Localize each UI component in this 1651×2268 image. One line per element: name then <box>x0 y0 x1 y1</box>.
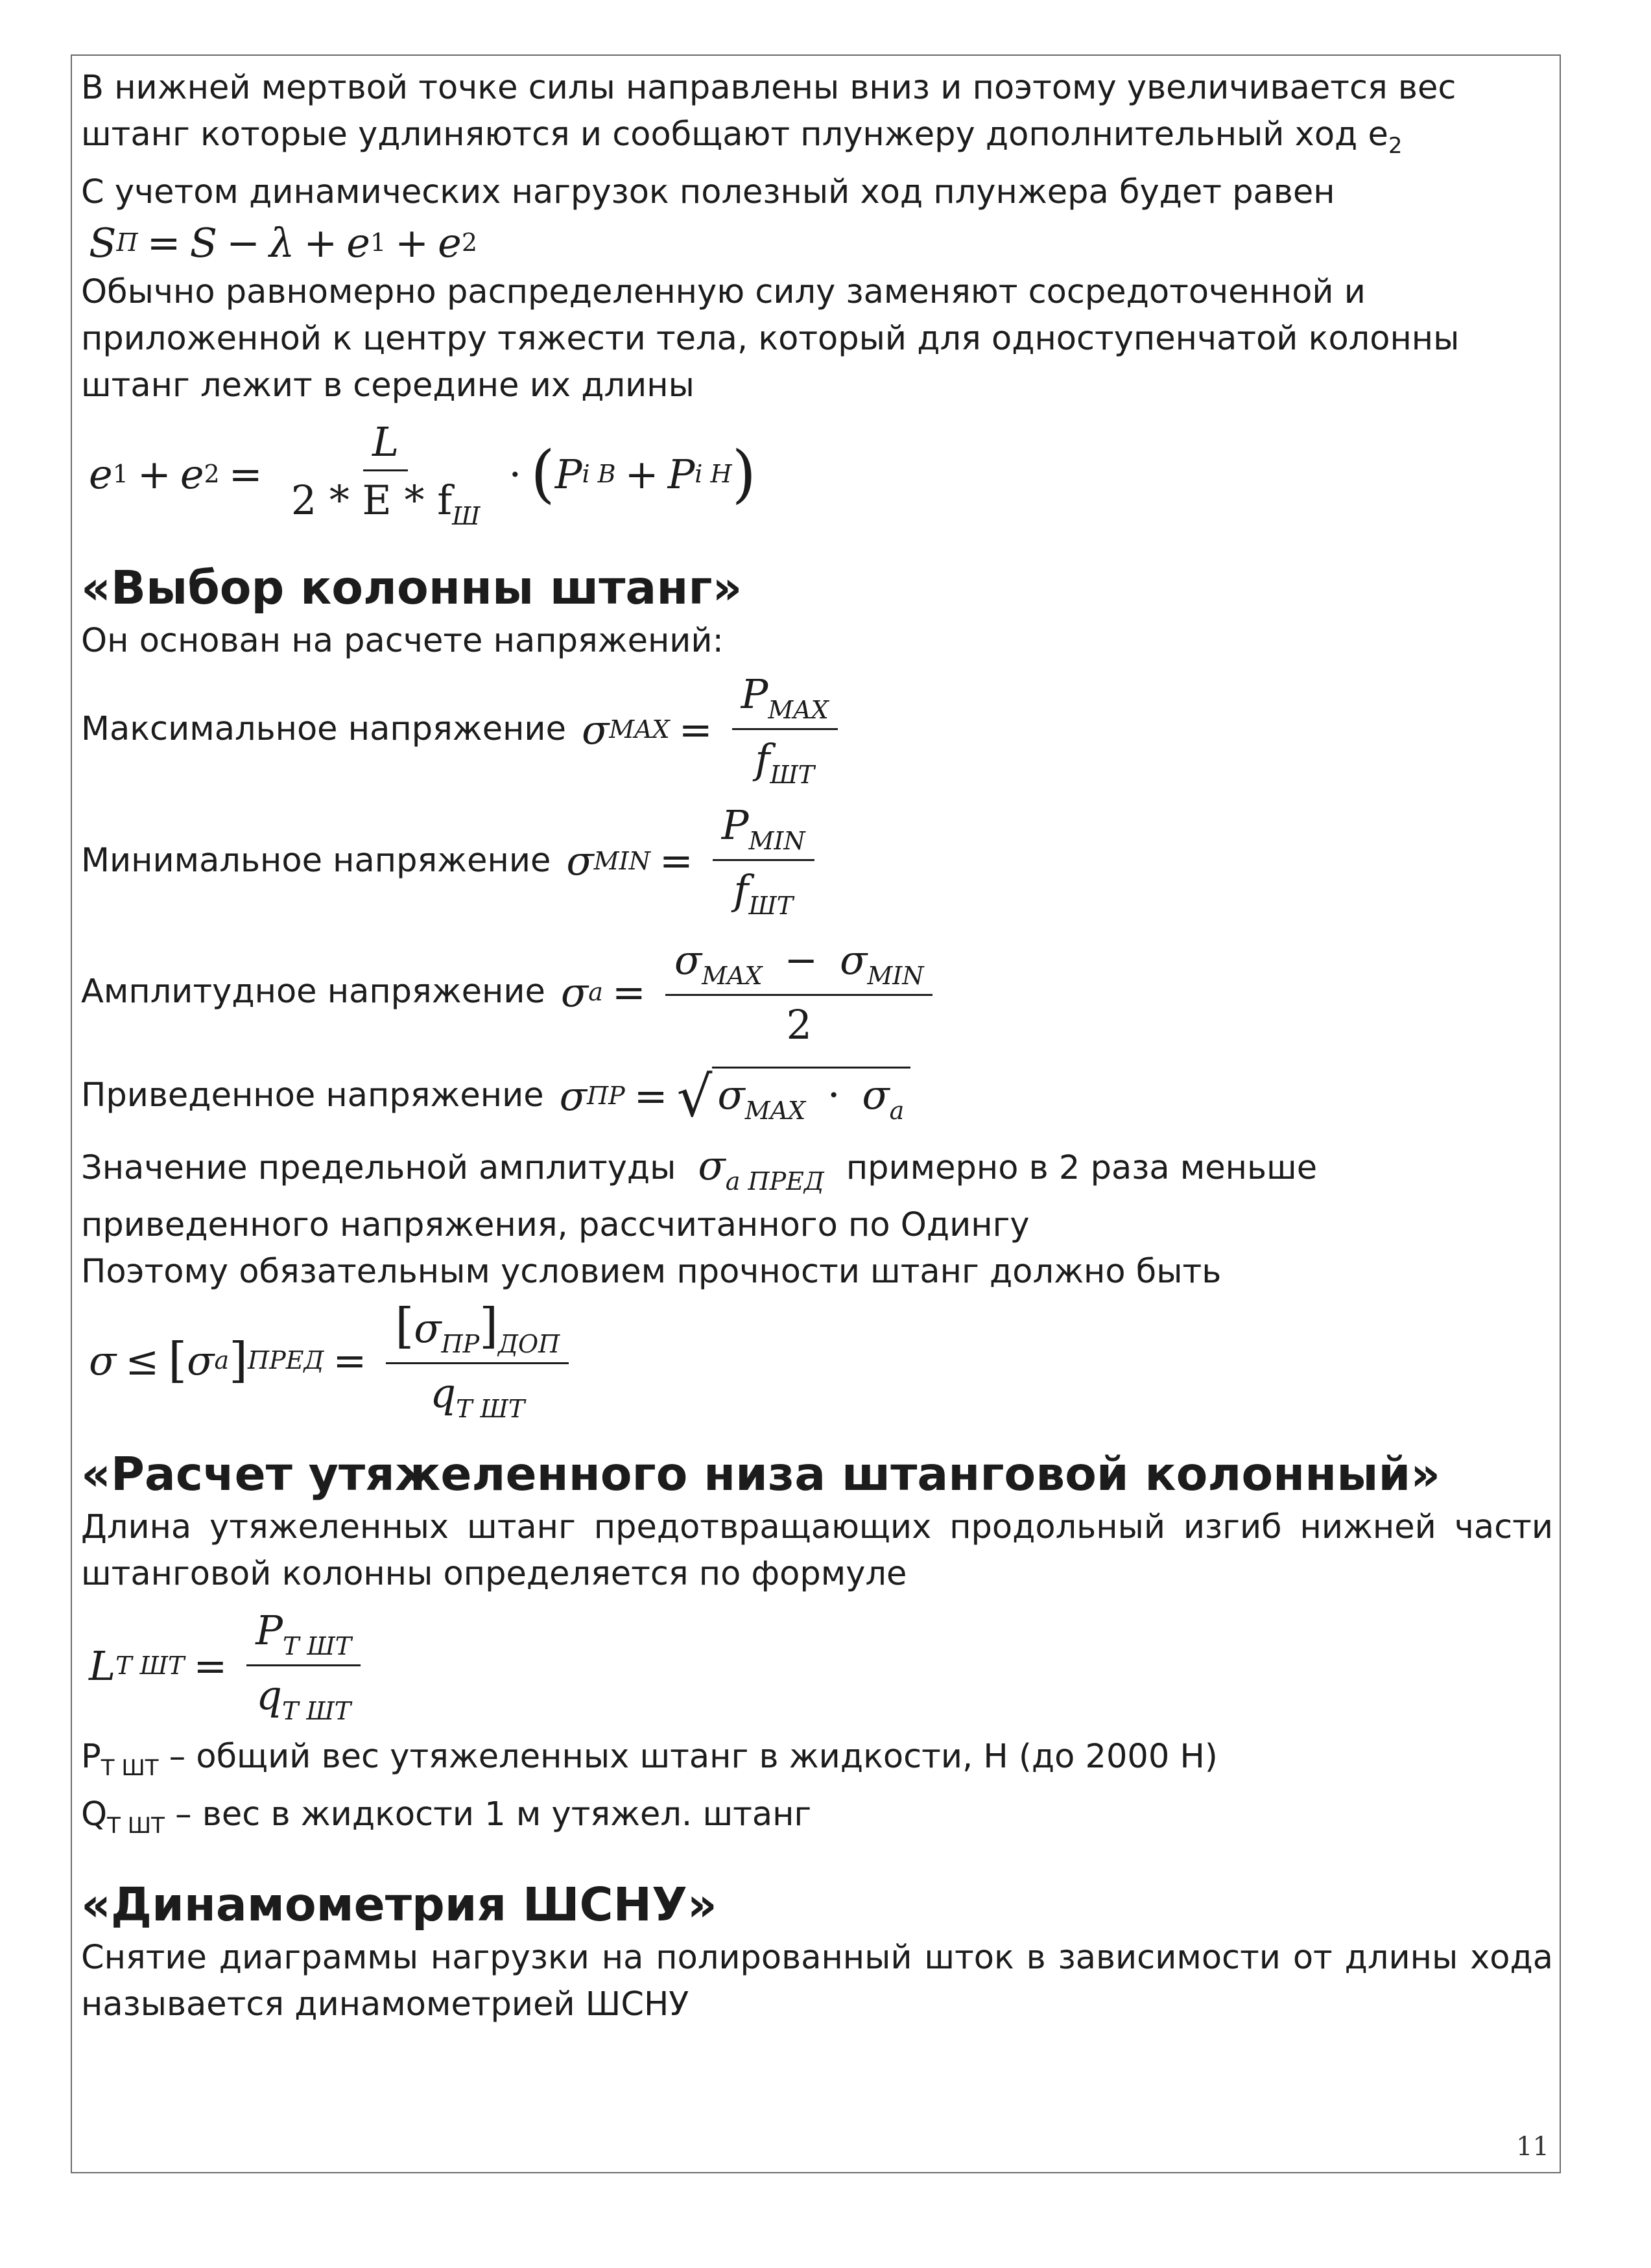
text-fragment: Значение предельной амплитуды <box>81 1149 676 1187</box>
math-subscript: Т ШТ <box>282 1631 352 1660</box>
math-expression <box>566 801 824 920</box>
formula-label: Приведенное напряжение <box>81 1076 544 1115</box>
math-symbol: σ <box>862 1071 890 1118</box>
bracket-open: [ <box>168 1332 187 1388</box>
math-symbol: σ <box>559 1072 587 1120</box>
bracket-close: ] <box>479 1297 499 1354</box>
math-subscript: ПРЕД <box>248 1346 324 1375</box>
math-subscript: 1 <box>112 460 128 488</box>
section-heading: «Расчет утяжеленного низа штанговой колонный» <box>81 1447 1441 1501</box>
math-symbol: f <box>755 735 770 783</box>
fraction <box>713 801 814 920</box>
text-line: С учетом динамических нагрузок полезный ход плунжера будет равен <box>81 173 1335 211</box>
math-symbol: σ <box>187 1336 215 1384</box>
radicand <box>712 1067 910 1125</box>
formula-useful-stroke <box>81 216 1553 269</box>
math-subscript: Т ШТ <box>281 1696 351 1725</box>
math-symbol: e <box>180 450 204 498</box>
math-expression <box>561 936 944 1048</box>
math-symbol: σ <box>414 1304 442 1352</box>
math-operator: · <box>827 1071 840 1118</box>
math-symbol: λ <box>269 219 295 266</box>
text-line: приложенной к центру тяжести тела, который для одноступенчатой колонны <box>81 320 1460 358</box>
math-operator: = <box>228 450 263 498</box>
fraction <box>282 418 490 530</box>
math-symbol: S <box>89 219 117 266</box>
text-line: Он основан на расчете напряжений: <box>81 622 724 660</box>
math-symbol: 2 * E * f <box>291 476 453 524</box>
formula-weighted-rods-length <box>81 1598 1553 1734</box>
formula-reduced-stress <box>81 1057 1553 1135</box>
square-root <box>676 1065 911 1129</box>
math-operator: + <box>624 450 659 498</box>
math-symbol: q <box>256 1671 282 1719</box>
math-symbol: S <box>189 219 218 266</box>
math-symbol: P <box>255 1606 283 1654</box>
text-fragment: P <box>81 1738 101 1776</box>
text-fragment: штанг которые удлиняются и сообщают плунжеру дополнительный ход е <box>81 115 1388 154</box>
math-symbol: q <box>430 1369 457 1417</box>
math-subscript: 2 <box>461 228 477 257</box>
formula-amplitude-stress <box>81 927 1553 1057</box>
text-line: Поэтому обязательным условием прочности штанг должно быть <box>81 1253 1222 1291</box>
math-symbol: σ <box>698 1141 726 1189</box>
subscript: Т ШТ <box>101 1755 159 1781</box>
numerator <box>713 801 814 861</box>
math-subscript: MIN <box>748 827 805 855</box>
numerator <box>732 670 838 730</box>
math-subscript: 1 <box>370 228 386 257</box>
math-subscript: i H <box>695 460 732 488</box>
math-operator: = <box>634 1072 668 1120</box>
fraction <box>732 670 838 789</box>
text-line: Обычно равномерно распределенную силу заменяют сосредоточенной и <box>81 273 1366 311</box>
fraction <box>246 1607 361 1725</box>
definition-line <box>81 1791 1553 1849</box>
math-subscript: a <box>889 1096 905 1125</box>
denominator <box>247 1666 360 1725</box>
math-subscript: MAX <box>609 715 670 744</box>
math-subscript: Т ШТ <box>115 1651 185 1680</box>
math-subscript: ШТ <box>770 760 815 789</box>
denominator <box>724 861 802 920</box>
numerator <box>386 1298 569 1364</box>
math-expression <box>698 1142 824 1196</box>
math-subscript: a <box>214 1346 230 1375</box>
text-line: Длина утяжеленных штанг предотвращающих продольный изгиб нижней части <box>81 1508 1553 1546</box>
text-fragment: примерно в 2 раза меньше <box>846 1149 1318 1187</box>
math-operator: ≤ <box>125 1336 160 1384</box>
math-symbol: σ <box>839 936 868 984</box>
math-subscript: ДОП <box>498 1329 560 1358</box>
formula-max-stress <box>81 665 1553 794</box>
math-operator: = <box>333 1336 367 1384</box>
math-symbol: σ <box>560 968 589 1016</box>
text-line <box>81 1135 1553 1202</box>
math-subscript: Ш <box>452 501 481 530</box>
denominator <box>421 1364 534 1423</box>
text-line: приведенного напряжения, рассчитанного по Одингу <box>81 1206 1030 1244</box>
math-symbol: σ <box>581 705 610 753</box>
math-symbol: σ <box>717 1071 745 1118</box>
math-operator: = <box>659 837 693 884</box>
math-symbol: P <box>741 670 768 718</box>
math-operator: − <box>784 936 818 984</box>
math-subscript: ПР <box>441 1329 480 1358</box>
denominator <box>746 730 824 789</box>
paren-close: ) <box>731 438 757 510</box>
math-subscript: MAX <box>702 961 763 990</box>
math-symbol: σ <box>674 936 702 984</box>
math-operator: = <box>612 968 646 1016</box>
math-symbol: 2 <box>786 1000 812 1048</box>
text-fragment: – вес в жидкости 1 м утяжел. штанг <box>164 1795 812 1834</box>
subscript: Т ШТ <box>107 1813 165 1839</box>
math-operator: − <box>226 219 261 266</box>
math-expression <box>559 1065 911 1129</box>
math-operator: · <box>508 450 522 498</box>
math-symbol: σ <box>89 1336 117 1384</box>
formula-label: Амплитудное напряжение <box>81 973 545 1011</box>
math-subscript: 2 <box>204 460 220 488</box>
math-symbol: P <box>721 801 749 849</box>
math-operator: + <box>303 219 338 266</box>
math-subscript: i B <box>582 460 616 488</box>
text-fragment: – общий вес утяжеленных штанг в жидкости, Н (до 2000 Н) <box>158 1738 1218 1776</box>
math-symbol: e <box>89 450 113 498</box>
math-subscript: П <box>116 228 138 257</box>
text-line <box>81 112 1553 169</box>
page-content <box>81 65 1553 2028</box>
math-symbol: L <box>372 418 399 466</box>
formula-label: Максимальное напряжение <box>81 710 566 748</box>
fraction <box>665 936 933 1048</box>
text-line: штанг лежит в середине их длины <box>81 366 695 405</box>
math-subscript: a <box>588 978 603 1006</box>
math-subscript: MIN <box>593 846 650 875</box>
text-line: Снятие диаграммы нагрузки на полированный шток в зависимости от длины хода <box>81 1939 1553 1977</box>
subscript: 2 <box>1388 133 1403 159</box>
math-symbol: L <box>89 1642 116 1690</box>
section-heading: «Динамометрия ШСНУ» <box>81 1878 717 1931</box>
math-symbol: e <box>438 219 462 266</box>
formula-min-stress <box>81 794 1553 927</box>
math-symbol: P <box>554 450 582 498</box>
math-subscript: MAX <box>744 1096 806 1125</box>
math-subscript: ПР <box>586 1081 625 1110</box>
numerator <box>363 418 408 471</box>
math-symbol: f <box>733 866 749 914</box>
math-operator: + <box>137 450 171 498</box>
bracket-close: ] <box>229 1332 248 1388</box>
section-heading: «Выбор колонны штанг» <box>81 561 742 615</box>
sqrt-sign: √ <box>676 1065 713 1129</box>
numerator <box>665 936 933 996</box>
text-line: называется динамометрией ШСНУ <box>81 1985 689 2024</box>
math-symbol: e <box>346 219 370 266</box>
formula-label: Минимальное напряжение <box>81 841 551 880</box>
paren-open: ( <box>530 438 555 510</box>
numerator <box>246 1607 361 1666</box>
math-subscript: ШТ <box>748 892 794 920</box>
text-line: штанговой колонны определяется по формуле <box>81 1555 907 1593</box>
page-number: 11 <box>1516 2132 1549 2162</box>
math-subscript: Т ШТ <box>456 1394 525 1423</box>
definition-line <box>81 1734 1553 1791</box>
text-fragment: Q <box>81 1795 108 1834</box>
math-symbol: P <box>667 450 695 498</box>
fraction <box>386 1298 569 1423</box>
math-subscript: MAX <box>768 695 829 724</box>
math-operator: = <box>678 705 713 753</box>
math-expression <box>582 670 848 789</box>
math-symbol: σ <box>566 837 594 884</box>
math-operator: = <box>193 1642 228 1690</box>
math-subscript: a ПРЕД <box>725 1166 824 1196</box>
denominator <box>777 996 820 1048</box>
formula-strength-condition <box>81 1295 1553 1425</box>
math-operator: + <box>395 219 429 266</box>
math-operator: = <box>147 219 181 266</box>
text-line: В нижней мертвой точке силы направлены вниз и поэтому увеличивается вес <box>81 69 1456 107</box>
bracket-open: [ <box>395 1297 414 1354</box>
denominator <box>282 471 490 530</box>
formula-additional-stroke <box>81 409 1553 539</box>
math-subscript: MIN <box>867 961 924 990</box>
